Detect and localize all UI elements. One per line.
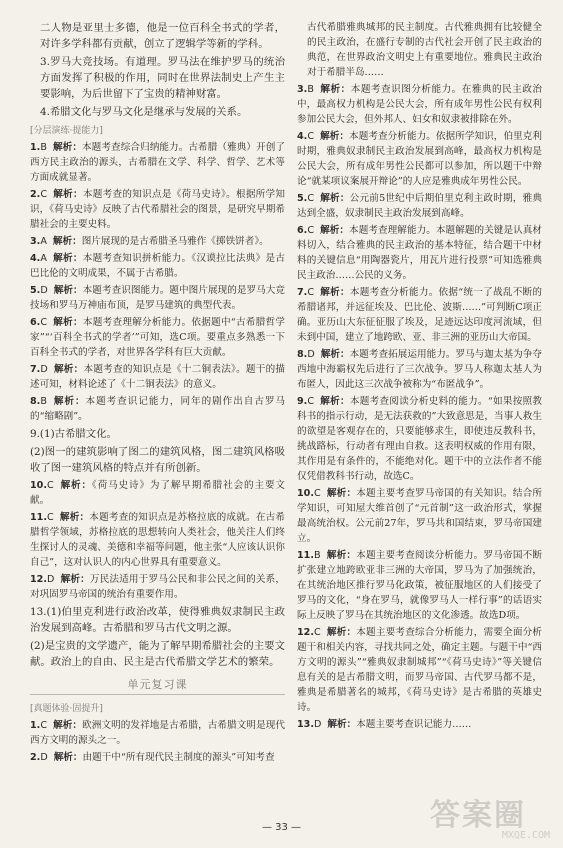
question-number: 10. xyxy=(297,488,314,499)
question-number: 7. xyxy=(30,364,41,375)
explanation-text: 公元前5世纪中后期伯里克利主政时期，雅典达到全盛，奴隶制民主政治发展到高峰。 xyxy=(297,193,543,219)
explanation-label: 解析： xyxy=(320,225,350,236)
answer-item xyxy=(297,394,542,484)
question-number: 11. xyxy=(297,550,314,561)
explanation-text: 本题考查综合归纳能力。古希腊（雅典）开创了西方民主政治的源头，古希腊在文学、科学、哲学、艺术等方面成就显著。 xyxy=(30,142,286,183)
question-number: 2. xyxy=(30,189,41,200)
explanation-text: 本题主要考查识记能力…… xyxy=(356,719,472,730)
right-answer-list xyxy=(297,82,542,732)
left-column xyxy=(30,20,285,767)
explanation-text: 本题考查识图分析能力。在雅典的民主政治中，最高权力机构是公民大会，所有成年男性公民有权利参加公民大会，但外邦人、妇女和奴隶被排除在外。 xyxy=(297,84,543,125)
unit-review-title: 单元复习课 xyxy=(127,678,188,691)
section-tag-exam: [真题体验·固提升] xyxy=(30,704,103,714)
answer-item xyxy=(30,750,285,765)
explanation-text: 本题考查知识拼析能力。《汉谟拉比法典》是古巴比伦的文明成果，不属于古希腊。 xyxy=(30,253,285,279)
answer-letter: C xyxy=(307,225,315,236)
question-number: 1. xyxy=(30,720,41,731)
answer-item xyxy=(297,717,542,732)
left-intro xyxy=(30,20,285,120)
explanation-label: 解析： xyxy=(60,574,90,585)
answer-item xyxy=(30,234,285,249)
question-number: 7. xyxy=(297,287,308,298)
answer-item xyxy=(30,718,285,748)
explanation-text: 本题考查的知识点是苏格拉底的成就。在古希腊哲学领域，苏格拉底的思想转向人类社会，他关注人们终生探讨人的灵魂、美德和幸福等问题，他主张“人应该认识你自己”，这对认识人的内心世界具有重要意义。 xyxy=(30,512,286,568)
answer-letter: D xyxy=(40,364,48,375)
paragraph: 13.(1)伯里克利进行政治改革，使得雅典奴隶制民主政治发展到高峰。古希腊和罗马古代文明之源。 xyxy=(30,606,285,634)
explanation-label: 解析： xyxy=(53,189,83,200)
answer-letter: C xyxy=(47,480,54,491)
paragraph: 古代希腊雅典城邦的民主制度。古代雅典拥有比较健全的民主政治，在盛行专制的古代社会开创了民主政治的典范，在世界政治文明史上有重要地位。雅典民主政治对于希腊半岛…… xyxy=(307,22,542,78)
explanation-label: 解析： xyxy=(320,396,350,407)
answer-letter: D xyxy=(307,349,315,360)
paragraph: 4.希腊文化与罗马文化是继承与发展的关系。 xyxy=(40,106,248,118)
answer-item xyxy=(30,394,285,424)
answer-letter: C xyxy=(307,131,315,142)
question-number: 3. xyxy=(297,84,308,95)
explanation-label: 解析： xyxy=(59,512,90,523)
explanation-label: 解析： xyxy=(320,193,350,204)
question-number: 8. xyxy=(30,396,41,407)
left-answer-list xyxy=(30,140,285,424)
answer-item xyxy=(30,510,285,570)
explanation-label: 解析： xyxy=(319,84,351,95)
paragraph: 二人物是亚里士多德，他是一位百科全书式的学者，对许多学科都有贡献，创立了逻辑学等新的学科。 xyxy=(40,22,285,50)
answer-letter: C xyxy=(314,627,321,638)
question-number: 12. xyxy=(297,627,314,638)
explanation-label: 解析： xyxy=(326,488,357,499)
explanation-text: 本题主要考查罗马帝国的有关知识。结合所学知识，可知屋大维首创了“元首制”这一政治形式，掌握最高统治权。公元前27年，罗马共和国结束，罗马帝国建立。 xyxy=(297,488,543,544)
left-answer-list-2 xyxy=(30,478,285,602)
explanation-text: 由题干中“所有现代民主制度的源头”可知考查 xyxy=(82,752,275,763)
answer-item xyxy=(30,140,285,185)
answer-item xyxy=(30,251,285,281)
explanation-label: 解析： xyxy=(53,285,83,296)
explanation-label: 解析： xyxy=(52,396,86,407)
answer-item xyxy=(297,625,542,715)
answer-letter: C xyxy=(40,189,48,200)
answer-item xyxy=(297,191,542,221)
explanation-label: 解析： xyxy=(53,317,83,328)
paragraph: 9.(1)古希腊文化。 xyxy=(30,428,117,440)
explanation-label: 解析： xyxy=(327,719,357,730)
answer-item xyxy=(297,486,542,546)
answer-letter: C xyxy=(307,193,315,204)
question-13-answer xyxy=(30,604,285,670)
answer-letter: B xyxy=(40,396,47,407)
explanation-text: 本题主要考查阅读分析能力。罗马帝国不断扩张建立地跨欧亚非三洲的大帝国，罗马为了加强统治，在其统治地区推行罗马化政策，被征服地区的人们接受了罗马的文化，“身在罗马，就像罗马人一样行事”的话语实际上反映了罗马在其统治地区的文化渗透。故选D项。 xyxy=(297,550,543,621)
explanation-text: 本题考查拓展运用能力。罗马与迦太基为争夺西地中海霸权先后进行了三次战争。罗马人称迦太基人为布匿人，因此这三次战争被称为“布匿战争”。 xyxy=(297,349,543,390)
explanation-label: 解析： xyxy=(320,349,350,360)
answer-item xyxy=(30,362,285,392)
question-number: 8. xyxy=(297,349,308,360)
question-number: 2. xyxy=(30,752,41,763)
answer-item xyxy=(297,285,542,345)
explanation-label: 解析： xyxy=(52,253,83,264)
explanation-label: 解析： xyxy=(320,131,350,142)
question-number: 5. xyxy=(30,285,41,296)
explanation-label: 解析： xyxy=(326,550,357,561)
answer-item xyxy=(297,129,542,189)
answer-letter: A xyxy=(40,236,47,247)
right-intro xyxy=(297,20,542,80)
explanation-text: 本题考查理解分析能力。依据题中“古希腊哲学家”“‘百科全书式的学者’”可知，选C项。要重点多熟悉一下百科全书式的学者，对世界各学科有巨大贡献。 xyxy=(30,317,286,358)
question-number: 4. xyxy=(297,131,308,142)
explanation-label: 解析： xyxy=(53,752,83,763)
question-number: 6. xyxy=(30,317,41,328)
answer-letter: B xyxy=(40,142,47,153)
answer-item xyxy=(297,82,542,127)
question-number: 9. xyxy=(297,396,308,407)
answer-item xyxy=(297,223,542,283)
answer-item xyxy=(30,572,285,602)
explanation-text: 《荷马史诗》为了解早期希腊社会的主要文献。 xyxy=(30,480,286,506)
explanation-label: 解析： xyxy=(52,236,82,247)
answer-item xyxy=(30,283,285,313)
answer-letter: C xyxy=(307,287,315,298)
answer-item xyxy=(30,315,285,360)
answer-letter: A xyxy=(40,253,47,264)
paragraph: (2)是宝贵的文学遗产，能为了解早期希腊社会的主要文献。政治上的自由、民主是古代希腊文学艺术的繁荣。 xyxy=(30,640,285,668)
question-number: 12. xyxy=(30,574,47,585)
explanation-label: 解析： xyxy=(53,364,84,375)
question-number: 10. xyxy=(30,480,47,491)
explanation-label: 解析： xyxy=(326,627,357,638)
section-divider xyxy=(30,694,285,695)
left-answer-list-3 xyxy=(30,718,285,765)
explanation-label: 解析： xyxy=(320,287,350,298)
answer-letter: C xyxy=(314,488,321,499)
explanation-text: 本题考查阅读分析史料的能力。“如果按照教科书的指示行动，是无法获救的”大致意思是，当事人救生的欲望是客观存在的，只要能够求生，即使违反教科书，挑战路标，行动者有理由自救。这表明权威的作用有限，其作用是有条件的，不能绝对化。题干中的立法作者不能仅凭借教科书行动，故选C。 xyxy=(297,396,543,482)
answer-item xyxy=(297,347,542,392)
answer-letter: B xyxy=(307,84,314,95)
question-number: 11. xyxy=(30,512,47,523)
right-column xyxy=(297,20,542,734)
question-number: 6. xyxy=(297,225,308,236)
explanation-label: 解析： xyxy=(53,720,83,731)
question-number: 5. xyxy=(297,193,308,204)
answer-letter: D xyxy=(314,719,322,730)
explanation-text: 本题考查的知识点是《十二铜表法》。题干的描述可知，材料论述了《十二铜表法》的意义。 xyxy=(30,364,286,390)
explanation-text: 本题考查理解能力。本题解题的关键是认真材料切入，结合雅典的民主政治的基本特征，结合题干中材料的关键信息“用陶器瓷片，用瓦片进行投票”可知选雅典民主政治……公民的义务。 xyxy=(297,225,543,281)
question-number: 13. xyxy=(297,719,314,730)
question-number: 1. xyxy=(30,142,41,153)
explanation-text: 图片展现的是古希腊圣马雅作《掷铁饼者》。 xyxy=(81,236,269,247)
explanation-text: 本题考查的知识点是《荷马史诗》。根据所学知识，《荷马史诗》反映了古代希腊社会的图景，是研究早期希腊社会的主要史料。 xyxy=(30,189,286,230)
paragraph: (2)图一的建筑影响了图二的建筑风格，图二建筑风格吸收了图一建筑风格的特点并有所创新。 xyxy=(30,446,285,474)
answer-letter: D xyxy=(40,752,48,763)
answer-letter: C xyxy=(40,317,48,328)
answer-item xyxy=(297,548,542,623)
explanation-text: 本题考查分析能力。依据“统一了战乱不断的希腊诸邦，并远征埃及、巴比伦、波斯……”可判断C项正确。亚历山大东征征服了埃及，足迹远达印度河流域，但未到中国，建立了地跨欧、亚、非三洲的亚历山大帝国。 xyxy=(297,287,543,343)
explanation-text: 本题考查识图能力。题中图片展现的是罗马大竞技场和罗马万神庙布顶，是罗马建筑的典型代表。 xyxy=(30,285,285,311)
explanation-text: 本题考查识记能力，同年的剧作出自古罗马的“缩略剧”。 xyxy=(30,396,286,422)
watermark-main-text: 答案圈 xyxy=(430,798,526,833)
page-number: — 33 — xyxy=(261,822,302,833)
answer-letter: B xyxy=(314,550,321,561)
answer-letter: D xyxy=(40,285,48,296)
explanation-label: 解析： xyxy=(59,480,92,491)
answer-item xyxy=(30,187,285,232)
answer-letter: C xyxy=(307,396,315,407)
paragraph: 3.罗马大竞技场。有道理。罗马法在维护罗马的统治方面发挥了积极的作用，同时在世界法制史上产生主要影响，为后世留下了宝贵的精神财富。 xyxy=(40,56,285,100)
answer-item xyxy=(30,478,285,508)
watermark-sub-text: MXQE.COM xyxy=(501,830,550,841)
answer-letter: C xyxy=(47,512,54,523)
question-number: 4. xyxy=(30,253,41,264)
question-9-answer xyxy=(30,426,285,476)
answer-letter: D xyxy=(47,574,55,585)
explanation-text: 万民法适用于罗马公民和非公民之间的关系，对巩固罗马帝国的统治有重要作用。 xyxy=(30,574,285,600)
question-number: 3. xyxy=(30,236,41,247)
explanation-text: 本题主要考查综合分析能力，需要全面分析题干和相关内容，寻找共同之处，确定主题。与题干中“西方文明的源头”“雅典奴隶制城邦”“《荷马史诗》”等关键信息有关的是古希腊文明，而罗马帝国、古代罗马都不是，雅典是希腊著名的城邦，《荷马史诗》是古希腊的英雄史诗。 xyxy=(297,627,543,713)
answer-letter: C xyxy=(40,720,48,731)
explanation-text: 本题考查分析能力。依据所学知识，伯里克利时期，雅典奴隶制民主政治发展到高峰，最高权力机构是公民大会，所有成年男性公民都可以参加，所以题干中辩论“就某项议案展开辩论”的人应是雅典成年男性公民。 xyxy=(297,131,543,187)
section-tag-practice: [分层演练·提能力] xyxy=(30,126,103,136)
explanation-label: 解析： xyxy=(52,142,83,153)
watermark-logo xyxy=(430,790,550,840)
explanation-text: 欧洲文明的发祥地是古希腊，古希腊文明是现代西方文明的源头之一。 xyxy=(30,720,286,746)
